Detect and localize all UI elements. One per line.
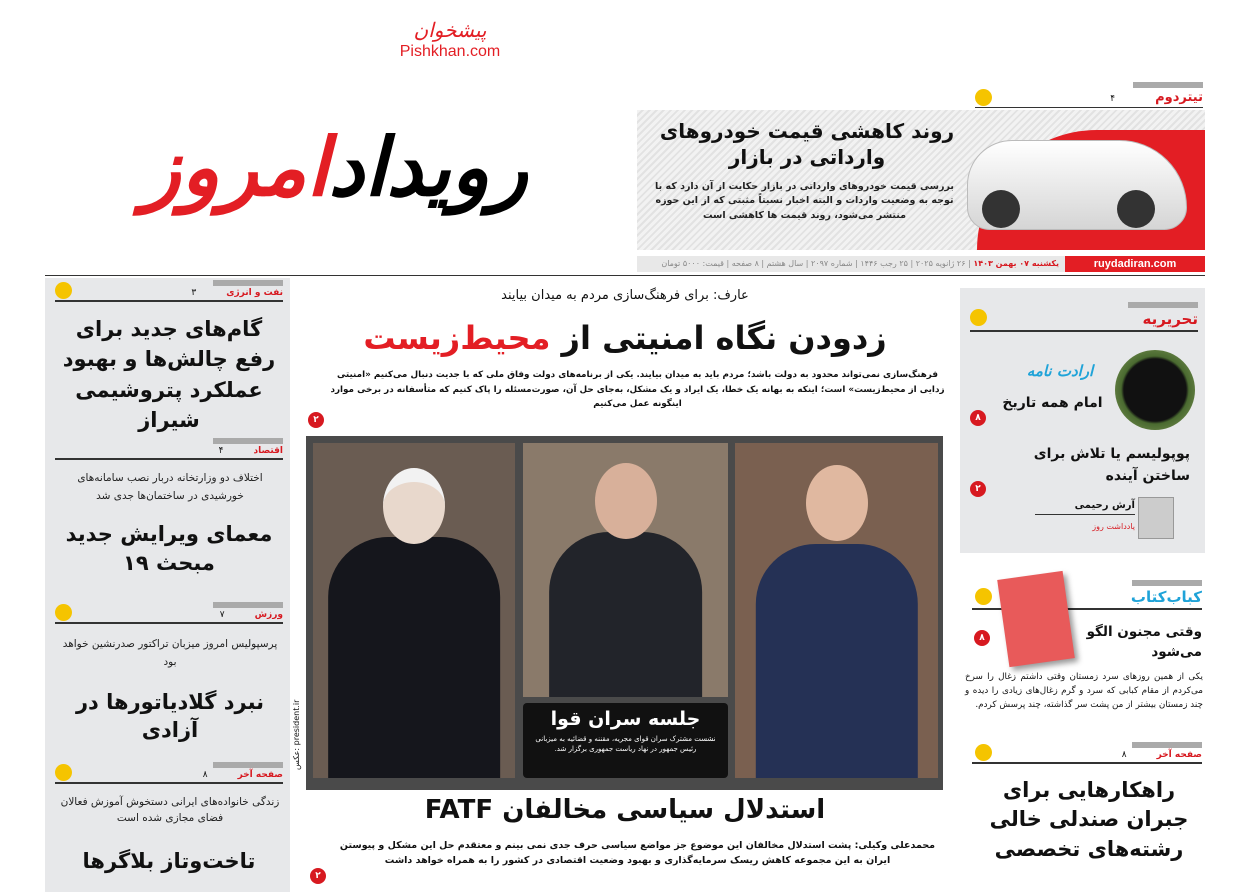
top-story-body: بررسی قیمت خودروهای وارداتی در بازار حکایت از آن دارد که با توجه به وضعیت واردات و البته اخبار نسبتاً مثبتی که از این حوزه منتشر می‌شود، روند قیمت ها کاهشی است — [655, 181, 954, 221]
masthead-logo — [40, 115, 630, 255]
issue-info: | ۲۶ ژانویه ۲۰۲۵ | ۲۵ رجب ۱۴۴۶ | شماره ۲۰۹۷ | سال هشتم | ۸ صفحه | قیمت: ۵۰۰۰ تومان — [661, 259, 971, 268]
left-headline-1[interactable]: گام‌های جدید برای رفع چالش‌ها و بهبود عملکرد پتروشیمی شیراز — [62, 317, 276, 433]
date: یکشنبه ۰۷ بهمن ۱۴۰۳ — [973, 259, 1059, 268]
photo-credit: عکس: president.ir — [292, 699, 301, 770]
logo-black: رویداد — [328, 120, 528, 214]
page-badge: ۸ — [970, 410, 986, 426]
left-headline-3[interactable]: نبرد گلادیاتورها در آزادی — [75, 690, 265, 743]
author-photo — [1138, 497, 1174, 539]
page-badge: ۲ — [970, 481, 986, 497]
logo-red: امروز — [142, 120, 329, 214]
wheel — [1117, 190, 1155, 228]
second-lead: محمدعلی وکیلی: پشت استدلال مخالفان این موضوع جز مواضع سیاسی حرف جدی نمی بینم و معتقدم حل این مشکل و پیوستن ایران به این مجموعه کاهش ریسک سرمایه‌گذاری و بهبود وضعیت اقتصادی در کشور را به همراه خواهد داشت — [339, 840, 936, 867]
dateline — [637, 256, 1205, 272]
photo-caption: جلسه سران قوا نشست مشترک سران قوای مجریه، مقننه و قضائیه به میزبانی رئیس جمهور در نهاد ریاست جمهوری برگزار شد. — [523, 703, 728, 778]
left-headline-2[interactable]: معمای ویرایش جدید مبحث ۱۹ — [65, 522, 273, 576]
page-badge: ۲ — [310, 868, 326, 884]
left-sub-2: اختلاف دو وزارتخانه دربار نصب سامانه‌های خورشیدی در ساختمان‌ها جدی شد — [77, 472, 263, 502]
section-header: صفحه آخر۸ — [55, 762, 283, 784]
page-badge: ۸ — [974, 630, 990, 646]
section-header: اقتصاد۴ — [55, 438, 283, 460]
section-header: تحریریه — [970, 302, 1198, 332]
left-headline-4[interactable]: تاخت‌وتاز بلاگرها — [82, 849, 256, 873]
photo-left — [313, 443, 515, 778]
main-headline[interactable]: زدودن نگاه امنیتی از محیط‌زیست — [363, 319, 887, 357]
emblem-image — [1115, 350, 1195, 430]
editorial-headline-1[interactable]: امام همه تاریخ — [1002, 395, 1103, 411]
page-badge: ۲ — [308, 412, 324, 428]
section-header: صفحه آخر۸ — [972, 742, 1202, 764]
books-headline[interactable]: وقتی مجنون الگو می‌شود — [1086, 624, 1202, 661]
section-header: تیتردوم۴ — [975, 82, 1203, 108]
left-sub-4: زندگی خانواده‌های ایرانی دستخوش آموزش فعالان فضای مجازی شده است — [60, 796, 280, 825]
editorial-headline-2[interactable]: پوپولیسم یا تلاش برای ساختن آینده — [1033, 446, 1190, 485]
section-header: نفت و انرژی۳ — [55, 280, 283, 302]
website[interactable]: ruydadiran.com — [1065, 256, 1205, 272]
editorial-tag: ارادت نامه — [1026, 362, 1094, 380]
top-story-headline[interactable]: روند کاهشی قیمت خودروهای وارداتی در بازار — [659, 119, 955, 169]
main-lead: فرهنگ‌سازی نمی‌تواند محدود به دولت باشد؛ مردم باید به میدان بیایند. یکی از برنامه‌های دولت وفاق ملی که با جدیت دنبال می‌کنیم «امنیتی زدایی از محیط‌زیست» است؛ اینکه به بهانه یک خطا، یک ایراد و یک مشکل، به‌جای حل آن، صورت‌مسئله را پاک کنیم که متأسفانه در برخی موارد اینگونه عمل می‌کنیم — [330, 370, 945, 409]
wheel — [982, 190, 1020, 228]
author-role: یادداشت روز — [1092, 522, 1135, 531]
second-headline[interactable]: استدلال سیاسی مخالفان FATF — [424, 795, 826, 825]
book-cover — [997, 571, 1075, 667]
photo-center — [523, 443, 728, 697]
last-headline[interactable]: راهکارهایی برای جبران صندلی خالی رشته‌های تخصصی — [989, 778, 1189, 861]
left-sub-3: پرسپولیس امروز میزبان تراکتور صدرنشین خواهد بود — [62, 638, 278, 668]
photo-right — [735, 443, 938, 778]
books-body: یکی از همین روزهای سرد زمستان وقتی داشتم زغال را سرخ می‌کردم از مقام کبابی که سرد و گرم زغال‌های زیادی را دیده و چند زمستان بیشتر از من پشت سر گذاشته، چند پرسش کردم. — [965, 672, 1203, 711]
section-header: کباب‌کتاب — [972, 580, 1202, 610]
top-story — [637, 110, 1205, 250]
main-kicker: عارف: برای فرهنگ‌سازی مردم به میدان بیایند — [501, 288, 749, 303]
author-name: آرش رحیمی — [1035, 500, 1135, 515]
watermark: پیشخوان Pishkhan.com — [399, 18, 501, 60]
section-header: ورزش۷ — [55, 602, 283, 624]
